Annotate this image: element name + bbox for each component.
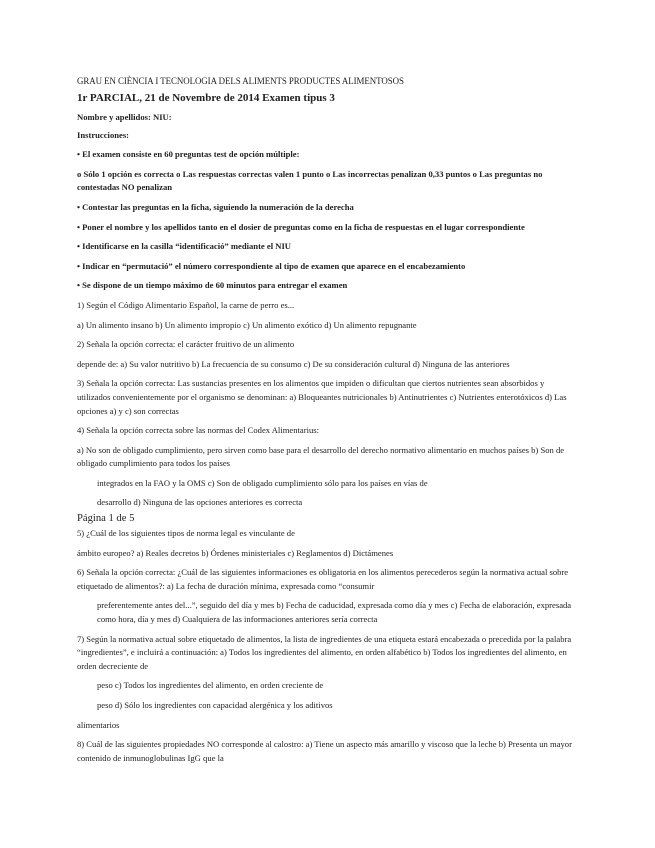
student-name-label: Nombre y apellidos: NIU: <box>77 112 172 122</box>
instruction-item: • Contestar las preguntas en la ficha, siguiendo la numeración de la derecha <box>77 201 354 212</box>
instruction-item: • Identificarse en la casilla “identificació” mediante el NIU <box>77 241 292 252</box>
question-6-options: preferentemente antes del...”, seguido del día y mes b) Fecha de caducidad, expresada como día y mes c) Fecha de elaboración, expresada como hora, día y mes d) Cualquiera de las informaciones anteriores sería correcta <box>97 600 572 625</box>
instruction-item: • El examen consiste en 60 preguntas test de opción múltiple: <box>77 149 300 160</box>
instructions-title: Instrucciones: <box>77 129 130 140</box>
question-2: 2) Señala la opción correcta: el carácter fruitivo de un alimento <box>77 339 295 350</box>
question-3: 3) Señala la opción correcta: Las sustancias presentes en los alimentos que impiden o dificultan que ciertos nutrientes sean absorbidos y utilizados convenientemente por el organismo se denominan: a) Bloqueantes nutricionales b) Antinutrientes c) Nutrientes enterotóxicos d) Las opciones a) y c) son correctas <box>77 378 567 416</box>
question-7-options: peso c) Todos los ingredientes del alimento, en orden creciente de <box>97 680 324 691</box>
question-1: 1) Según el Código Alimentario Español, la carne de perro es... <box>77 299 295 310</box>
question-8: 8) Cuál de las siguientes propiedades NO corresponde al calostro: a) Tiene un aspecto más amarillo y viscoso que la leche b) Presenta un mayor contenido de inmunoglobulinas IgG que la <box>77 739 572 763</box>
exam-title: 1r PARCIAL, 21 de Novembre de 2014 Examen tipus 3 <box>77 92 335 104</box>
question-7-options-cont: peso d) Sólo los ingredientes con capacidad alergénica y los aditivos <box>97 700 333 710</box>
question-5-options: ámbito europeo? a) Reales decretos b) Órdenes ministeriales c) Reglamentos d) Dictámenes <box>77 547 394 558</box>
question-5: 5) ¿Cuál de los siguientes tipos de norma legal es vinculante de <box>77 528 295 539</box>
instruction-item: • Se dispone de un tiempo máximo de 60 minutos para entregar el examen <box>77 280 348 291</box>
question-7-options-end: alimentarios <box>77 719 120 730</box>
exam-page <box>77 76 577 765</box>
question-2-options: depende de: a) Su valor nutritivo b) La frecuencia de su consumo c) De su consideración cultural d) Ninguna de las anteriores <box>77 358 510 369</box>
question-1-options: a) Un alimento insano b) Un alimento impropio c) Un alimento exótico d) Un alimento repugnante <box>77 319 417 330</box>
question-7: 7) Según la normativa actual sobre etiquetado de alimentos, la lista de ingredientes de una etiqueta estará encabezada o precedida por la palabra “ingredientes”, e incluirá a continuación: a) Todos los ingredientes del alimento, en orden alfabético b) Todos los ingredientes del alimento, en orden decreciente de <box>77 633 572 671</box>
instruction-item: • Indicar en “permutació” el número correspondiente al tipo de examen que aparece en el encabezamiento <box>77 260 466 271</box>
question-4-options-end: desarrollo d) Ninguna de las opciones anteriores es correcta <box>97 497 303 508</box>
page-number: Página 1 de 5 <box>77 513 135 525</box>
instruction-item: o Sólo 1 opción es correcta o Las respuestas correctas valen 1 punto o Las incorrectas penalizan 0,33 puntos o Las preguntas no contestadas NO penalizan <box>77 168 543 193</box>
question-4-options-cont: integrados en la FAO y la OMS c) Son de obligado cumplimiento sólo para los países en vías de <box>97 477 428 488</box>
degree-header: GRAU EN CIÈNCIA I TECNOLOGIA DELS ALIMENTS PRODUCTES ALIMENTOSOS <box>77 76 404 86</box>
question-6: 6) Señala la opción correcta: ¿Cuál de las siguientes informaciones es obligatoria en los alimentos perecederos según la normativa actual sobre etiquetado de alimentos?: a) La fecha de duración mínima, expresada como “consumir <box>77 567 569 591</box>
question-4: 4) Señala la opción correcta sobre las normas del Codex Alimentarius: <box>77 425 319 436</box>
question-4-options: a) No son de obligado cumplimiento, pero sirven como base para el desarrollo del derecho normativo alimentario en muchos países b) Son de obligado cumplimiento para todos los países <box>77 444 565 469</box>
instruction-item: • Poner el nombre y los apellidos tanto en el dosier de preguntas como en la ficha de respuestas en el lugar correspondiente <box>77 221 525 232</box>
